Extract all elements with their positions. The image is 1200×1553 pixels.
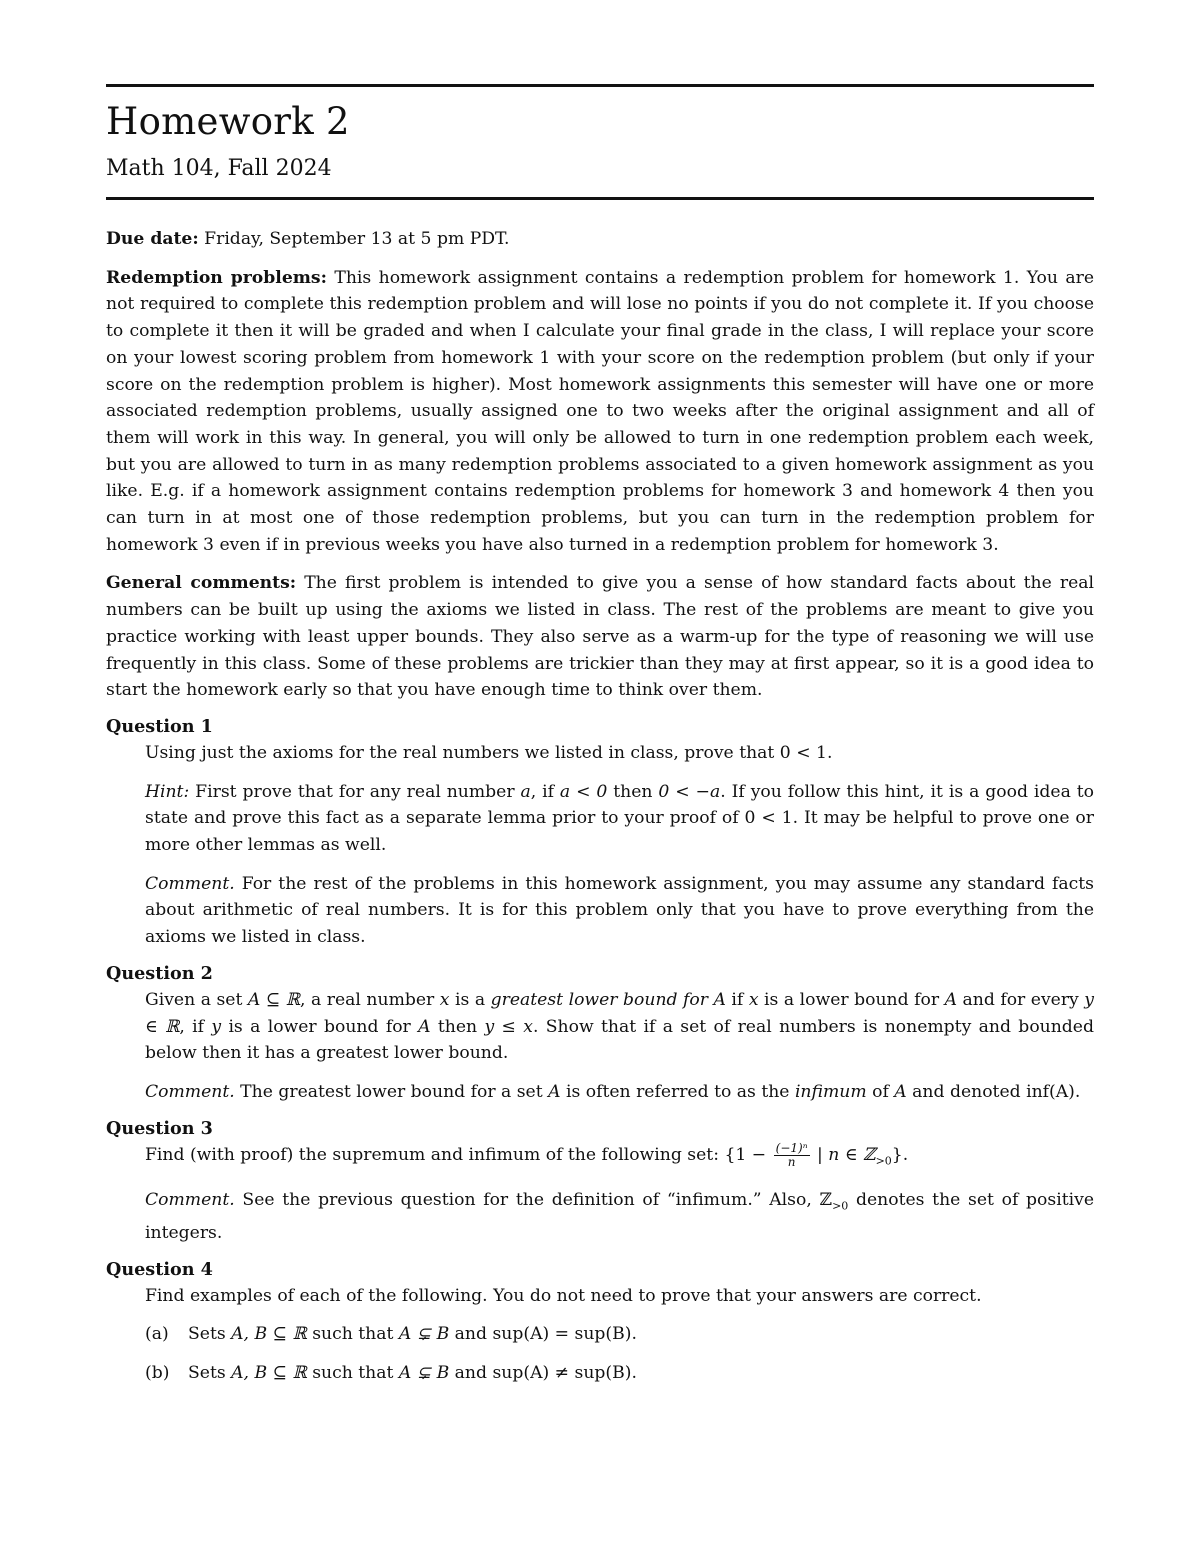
question-1-heading: Question 1 [106,715,213,737]
set-close: }. [891,1144,909,1165]
redemption-paragraph [106,265,1094,559]
comment-math: A [548,1081,561,1102]
list-item [145,1321,1094,1348]
comment-text: denotes the set of positive integers. [145,1189,1094,1243]
question-4-intro: Find examples of each of the following. You do not need to prove that your answers are correct. [145,1285,982,1306]
due-date-label: Due date: [106,229,199,249]
item-math: A, B ⊆ ℝ [231,1363,307,1384]
item-text: and [449,1363,493,1384]
q2-math: A ⊆ ℝ [247,989,301,1010]
comment-label: Comment. [145,873,235,894]
question-4-heading: Question 4 [106,1258,213,1280]
hint-text: First prove that for any real number [189,781,521,802]
set-condition: | n ∈ ℤ [811,1144,876,1165]
q2-math: A [418,1016,431,1037]
item-math: sup(A) = sup(B) [492,1324,632,1345]
comment-math: inf(A) [1026,1081,1075,1102]
question-1-comment [145,871,1094,951]
comment-subscript: >0 [832,1199,849,1213]
item-math: sup(A) ≠ sup(B) [492,1363,632,1384]
comment-label: Comment. [145,1081,235,1102]
question-1-statement [145,740,1094,767]
comment-text: For the rest of the problems in this homework assignment, you may assume any standard facts about arithmetic of real numbers. It is for this problem only that you have to prove everything from the axioms we listed in class. [145,873,1094,948]
q1-math: 0 < 1 [779,742,827,763]
hint-math: 0 < −a [658,781,721,802]
comment-text: See the previous question for the definition of “infimum.” Also, [234,1189,820,1210]
hint-text: . If you follow this hint, it is a good idea to state and prove this fact as a separate lemma prior to your proof of [145,781,1094,829]
header-bottom-rule [106,197,1094,200]
question-3-statement [145,1142,1094,1175]
q2-text: if [725,989,749,1010]
q2-text: and for every [956,989,1085,1010]
question-3-heading: Question 3 [106,1117,213,1139]
q2-math: y ∈ ℝ [145,989,1094,1037]
item-text: and [449,1324,493,1345]
item-math: A, B ⊆ ℝ [231,1324,307,1345]
q2-text: Given a set [145,989,248,1010]
q2-math: x [748,989,759,1010]
comment-text: . [1074,1081,1081,1102]
q2-text: . Show that if a set of real numbers is nonempty and bounded below then it has a greatest lower bound. [145,1016,1094,1064]
question-2-body [145,987,1094,1106]
item-text: Sets [188,1363,232,1384]
q2-math: y [211,1016,222,1037]
hint-label: Hint: [145,781,190,802]
list-item [145,1360,1094,1387]
fraction-denominator: n [787,1154,796,1169]
q3-text: Find (with proof) the supremum and infimum of the following set: [145,1144,725,1165]
item-math: A ⊊ B [398,1363,450,1384]
question-2-heading: Question 2 [106,962,213,984]
redemption-text: This homework assignment contains a redemption problem for homework 1. You are not required to complete this redemption problem and will lose no points if you do not complete it. If you choose to complete it then it will be graded and when I calculate your final grade in the class, I will replace your score on your lowest scoring problem from homework 1 with your score on the redemption problem (but only if your score on the redemption problem is higher). Most homework assignments this semester will have one or more associated redemption problems, usually assigned one to two weeks after the original assignment and all of them will work in this way. In general, you will only be allowed to turn in one redemption problem each week, but you are allowed to turn in as many redemption problems associated to a given homework assignment as you like. E.g. if a homework assignment contains redemption problems for homework 3 and homework 4 then you can turn in at most one of those redemption problems, but you can turn in the redemption problem for homework 3 even if in previous weeks you have also turned in a redemption problem for homework 3. [106,267,1095,555]
q1-text: Using just the axioms for the real numbers we listed in class, prove that [145,742,780,763]
comment-text: and denoted [906,1081,1027,1102]
list-item-label: (b) [145,1363,170,1384]
q2-text: is a lower bound for [758,989,945,1010]
page-title: Homework 2 [106,100,350,143]
item-math: A ⊊ B [398,1324,450,1345]
hint-text: then [607,781,659,802]
q2-text: then [430,1016,485,1037]
q1-text-end: . [827,742,833,763]
q2-definition: greatest lower bound for A [490,989,726,1010]
question-3-comment [145,1187,1094,1247]
question-2-comment [145,1079,1094,1106]
list-item-text [188,1321,637,1348]
list-item-text [188,1360,637,1387]
redemption-label: Redemption problems: [106,267,327,288]
due-date-text: Friday, September 13 at 5 pm PDT. [204,229,510,249]
question-1-body [145,740,1094,951]
comment-label: Comment. [145,1189,235,1210]
comment-text: is often referred to as the [560,1081,795,1102]
q2-math: y ≤ x [484,1016,533,1037]
comment-math: A [894,1081,907,1102]
hint-math: a < 0 [559,781,608,802]
item-text: such that [306,1324,399,1345]
hint-text: . It may be helpful to prove one or more other lemmas as well. [145,808,1094,856]
general-comments-paragraph [106,570,1094,704]
item-text: . [631,1363,637,1384]
hint-math: 0 < 1 [744,808,793,829]
q2-text: is a lower bound for [221,1016,419,1037]
comment-text: The greatest lower bound for a set [234,1081,549,1102]
hint-var: a [520,781,531,802]
comment-text: of [866,1081,895,1102]
q2-math: x [439,989,450,1010]
general-comments-label: General comments: [106,573,297,594]
item-text: Sets [188,1324,232,1345]
document-page [106,84,1094,1387]
q2-math: A [944,989,957,1010]
set-subscript: >0 [875,1154,892,1168]
q2-text: , a real number [300,989,440,1010]
item-text: . [631,1324,637,1345]
top-rule [106,84,1094,87]
comment-definition: infimum [794,1081,867,1102]
question-3-body [145,1142,1094,1247]
q2-text: , if [179,1016,212,1037]
question-2-statement [145,987,1094,1067]
question-1-hint [145,779,1094,859]
list-item-label: (a) [145,1324,169,1345]
general-comments-text: The first problem is intended to give you a sense of how standard facts about the real numbers can be built up using the axioms we listed in class. The rest of the problems are meant to give you practice working with least upper bounds. They also serve as a warm-up for the type of reasoning we will use frequently in this class. Some of these problems are trickier than they may at first appear, so it is a good idea to start the homework early so that you have enough time to think over them. [106,573,1094,701]
fraction-numerator: (−1)ⁿ [775,1140,808,1155]
course-subtitle: Math 104, Fall 2024 [106,156,332,181]
q2-text: is a [449,989,491,1010]
due-date-paragraph [106,226,1094,253]
fraction [774,1142,810,1169]
comment-math: ℤ [819,1189,833,1210]
item-text: such that [306,1363,399,1384]
hint-text: , if [530,781,560,802]
set-open: {1 − [724,1144,772,1165]
question-4-body [145,1283,1094,1387]
